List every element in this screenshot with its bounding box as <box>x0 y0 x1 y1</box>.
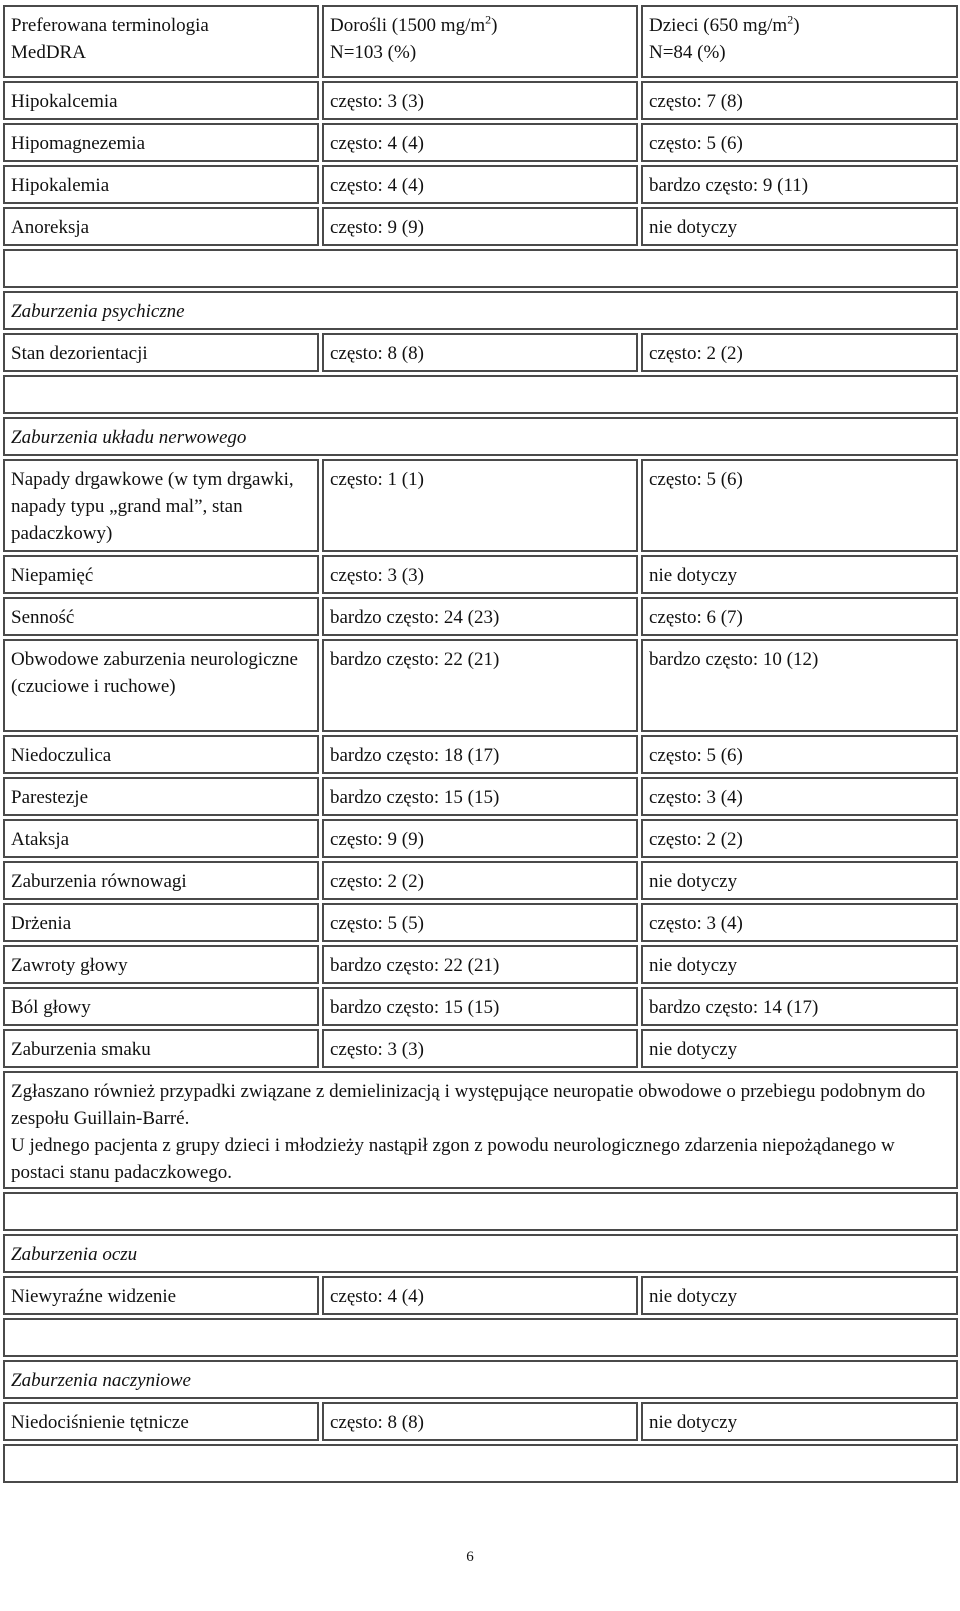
table-row <box>3 819 958 858</box>
header-term-line1: Preferowana terminologia <box>11 15 209 36</box>
children-cell: nie dotyczy <box>641 861 958 900</box>
adults-cell: często: 8 (8) <box>322 1402 638 1441</box>
header-adults-line2: N=103 (%) <box>329 42 417 63</box>
header-adults-cell <box>322 5 638 78</box>
spacer-cell <box>3 1192 958 1231</box>
children-cell: często: 3 (4) <box>641 903 958 942</box>
section-title: Zaburzenia psychiczne <box>3 291 958 330</box>
term-cell: Hipokalcemia <box>3 81 319 120</box>
header-term-cell <box>3 5 319 78</box>
children-cell: często: 7 (8) <box>641 81 958 120</box>
note-row <box>3 1071 958 1189</box>
adverse-reactions-table <box>0 2 960 1486</box>
table-row <box>3 735 958 774</box>
adults-cell: często: 3 (3) <box>322 555 638 594</box>
adults-cell: często: 1 (1) <box>322 459 638 552</box>
children-cell: bardzo często: 14 (17) <box>641 987 958 1026</box>
header-children-line1-end: ) <box>793 15 800 36</box>
children-cell: często: 5 (6) <box>641 735 958 774</box>
header-adults-line1: Dorośli (1500 mg/m <box>329 15 486 36</box>
note-text: U jednego pacjenta z grupy dzieci i młodzieży nastąpił zgon z powodu neurologicznego zdarzenia niepożądanego w postaci stanu padaczkowego. <box>11 1135 895 1183</box>
note-text: Zgłaszano również przypadki związane z demielinizacją i występujące neuropatie obwodowe o przebiegu podobnym do zespołu Guillain-Barré. <box>11 1081 926 1129</box>
table-row <box>3 1276 958 1315</box>
table-row <box>3 1402 958 1441</box>
section-row-nervous <box>3 417 958 456</box>
term-cell: Hipomagnezemia <box>3 123 319 162</box>
term-cell: Parestezje <box>3 777 319 816</box>
table-row <box>3 639 958 732</box>
header-children-cell <box>641 5 958 78</box>
adults-cell: często: 4 (4) <box>322 1276 638 1315</box>
term-cell: Napady drgawkowe (w tym drgawki, napady typu „grand mal”, stan padaczkowy) <box>3 459 319 552</box>
spacer-cell <box>3 1318 958 1357</box>
table-row <box>3 861 958 900</box>
term-cell: Drżenia <box>3 903 319 942</box>
section-row-vascular <box>3 1360 958 1399</box>
table-row <box>3 903 958 942</box>
children-cell: nie dotyczy <box>641 555 958 594</box>
page-number: 6 <box>466 1549 474 1565</box>
header-term-line2: MedDRA <box>11 42 86 63</box>
note-cell <box>3 1071 958 1189</box>
adults-cell: często: 3 (3) <box>322 1029 638 1068</box>
adults-cell: często: 3 (3) <box>322 81 638 120</box>
table-row <box>3 945 958 984</box>
term-cell: Zaburzenia równowagi <box>3 861 319 900</box>
children-cell: bardzo często: 9 (11) <box>641 165 958 204</box>
children-cell: często: 5 (6) <box>641 459 958 552</box>
section-title: Zaburzenia naczyniowe <box>3 1360 958 1399</box>
term-cell: Senność <box>3 597 319 636</box>
term-cell: Niepamięć <box>3 555 319 594</box>
adults-cell: często: 4 (4) <box>322 123 638 162</box>
table-row <box>3 459 958 552</box>
table-row <box>3 207 958 246</box>
adults-cell: bardzo często: 18 (17) <box>322 735 638 774</box>
table-row <box>3 597 958 636</box>
spacer-cell <box>3 1444 958 1483</box>
header-adults-line1-end: ) <box>491 15 498 36</box>
spacer-cell <box>3 249 958 288</box>
table-row <box>3 555 958 594</box>
spacer-row <box>3 375 958 414</box>
section-title: Zaburzenia oczu <box>3 1234 958 1273</box>
spacer-row <box>3 1444 958 1483</box>
spacer-row <box>3 1192 958 1231</box>
spacer-row <box>3 1318 958 1357</box>
header-children-sup: 2 <box>787 12 794 27</box>
children-cell: często: 3 (4) <box>641 777 958 816</box>
spacer-row <box>3 249 958 288</box>
adults-cell: bardzo często: 22 (21) <box>322 639 638 732</box>
children-cell: nie dotyczy <box>641 1029 958 1068</box>
adults-cell: często: 5 (5) <box>322 903 638 942</box>
children-cell: nie dotyczy <box>641 207 958 246</box>
children-cell: często: 6 (7) <box>641 597 958 636</box>
term-cell: Stan dezorientacji <box>3 333 319 372</box>
children-cell: nie dotyczy <box>641 1276 958 1315</box>
term-cell: Ból głowy <box>3 987 319 1026</box>
adults-cell: często: 4 (4) <box>322 165 638 204</box>
table-row <box>3 165 958 204</box>
children-cell: często: 5 (6) <box>641 123 958 162</box>
spacer-cell <box>3 375 958 414</box>
term-cell: Niewyraźne widzenie <box>3 1276 319 1315</box>
section-row-eye <box>3 1234 958 1273</box>
table-row <box>3 777 958 816</box>
table-row <box>3 123 958 162</box>
adults-cell: często: 9 (9) <box>322 819 638 858</box>
section-title: Zaburzenia układu nerwowego <box>3 417 958 456</box>
header-children-line1: Dzieci (650 mg/m <box>648 15 788 36</box>
term-cell: Zaburzenia smaku <box>3 1029 319 1068</box>
term-cell: Hipokalemia <box>3 165 319 204</box>
table-row <box>3 1029 958 1068</box>
children-cell: nie dotyczy <box>641 945 958 984</box>
table-row <box>3 81 958 120</box>
children-cell: nie dotyczy <box>641 1402 958 1441</box>
term-cell: Niedoczulica <box>3 735 319 774</box>
children-cell: często: 2 (2) <box>641 333 958 372</box>
adults-cell: często: 2 (2) <box>322 861 638 900</box>
table-header-row <box>3 5 958 78</box>
adults-cell: bardzo często: 22 (21) <box>322 945 638 984</box>
term-cell: Ataksja <box>3 819 319 858</box>
adults-cell: często: 8 (8) <box>322 333 638 372</box>
header-children-line2: N=84 (%) <box>648 42 726 63</box>
term-cell: Anoreksja <box>3 207 319 246</box>
children-cell: bardzo często: 10 (12) <box>641 639 958 732</box>
adults-cell: bardzo często: 24 (23) <box>322 597 638 636</box>
children-cell: często: 2 (2) <box>641 819 958 858</box>
adults-cell: bardzo często: 15 (15) <box>322 987 638 1026</box>
header-adults-sup: 2 <box>485 12 492 27</box>
section-row-psych <box>3 291 958 330</box>
term-cell: Niedociśnienie tętnicze <box>3 1402 319 1441</box>
table-row <box>3 987 958 1026</box>
adults-cell: bardzo często: 15 (15) <box>322 777 638 816</box>
term-cell: Zawroty głowy <box>3 945 319 984</box>
table-row <box>3 333 958 372</box>
term-cell: Obwodowe zaburzenia neurologiczne (czuciowe i ruchowe) <box>3 639 319 732</box>
adults-cell: często: 9 (9) <box>322 207 638 246</box>
